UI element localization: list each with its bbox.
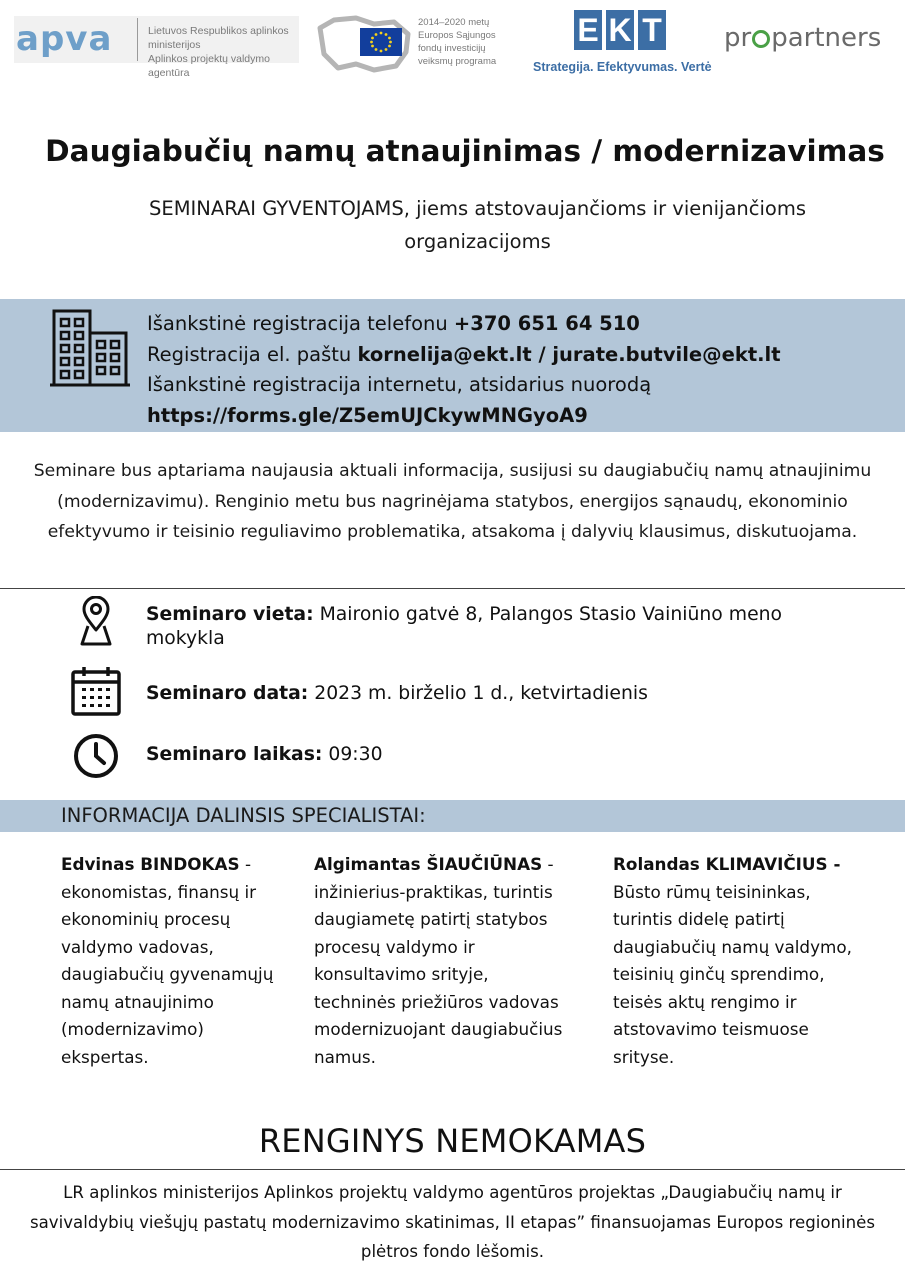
specialists-heading: INFORMACIJA DALINSIS SPECIALISTAI: bbox=[61, 804, 426, 827]
seminar-date: Seminaro data: 2023 m. birželio 1 d., ketvirtadienis bbox=[146, 683, 648, 704]
specialist-description: - inžinierius-praktikas, turintis daugiametę patirtį statybos procesų valdymo ir konsultavimo srityje, techninės priežiūros vadovas modernizuojant daugiabučius namus. bbox=[314, 854, 563, 1067]
registration-emails[interactable]: kornelija@ekt.lt / jurate.butvile@ekt.lt bbox=[357, 342, 781, 366]
intro-paragraph: Seminare bus aptariama naujausia aktuali informacija, susijusi su daugiabučių namų atnaujinimu (modernizavimu). Renginio metu bus nagrinėjama statybos, energijos sąnaudų, ekonominio efektyvumo ir teisinio reguliavimo problematika, atsakoma į dalyvių klausimus, diskutuojama. bbox=[33, 461, 872, 542]
ekt-letter-t: T bbox=[638, 10, 666, 50]
specialists-band bbox=[0, 800, 905, 832]
divider bbox=[0, 588, 905, 589]
eu-funds-logo bbox=[316, 14, 506, 74]
page-subtitle: SEMINARAI GYVENTOJAMS, jiems atstovaujančioms ir vienijančioms organizacijoms bbox=[149, 197, 806, 253]
registration-email-line: Registracija el. paštu kornelija@ekt.lt / jurate.butvile@ekt.lt bbox=[147, 342, 781, 366]
propartners-logo: pr partners bbox=[724, 23, 882, 53]
specialist-name: Algimantas ŠIAUČIŪNAS bbox=[314, 854, 543, 874]
ekt-letter-k: K bbox=[606, 10, 634, 50]
eu-programme-text: 2014–2020 metų Europos Sąjungos fondų investicijų veiksmų programa bbox=[418, 17, 497, 67]
registration-info bbox=[147, 309, 781, 431]
page-title: Daugiabučių namų atnaujinimas / modernizavimas bbox=[45, 134, 885, 168]
propartners-leaf-icon bbox=[752, 30, 770, 48]
specialist-name: Edvinas BINDOKAS bbox=[61, 854, 240, 874]
clock-icon bbox=[72, 732, 120, 780]
calendar-icon bbox=[70, 665, 122, 717]
location-pin-icon bbox=[78, 596, 114, 648]
registration-web-link[interactable]: https://forms.gle/Z5emUJCkywMNGyoA9 bbox=[147, 403, 588, 427]
ekt-tagline: Strategija. Efektyvumas. Vertė bbox=[533, 60, 712, 74]
specialist-description: - ekonomistas, finansų ir ekonominių procesų valdymo vadovas, daugiabučių gyvenamųjų namų atnaujinimo (modernizavimo) ekspertas. bbox=[61, 854, 274, 1067]
lithuania-map-eu-flag-icon bbox=[316, 14, 416, 74]
apva-wordmark: apva bbox=[16, 19, 113, 59]
specialist-name: Rolandas KLIMAVIČIUS - bbox=[613, 854, 841, 874]
ekt-letter-e: E bbox=[574, 10, 602, 50]
seminar-place: Seminaro vieta: Maironio gatvė 8, Palangos Stasio Vainiūno meno mokykla bbox=[146, 604, 783, 649]
footer-divider bbox=[0, 1169, 905, 1170]
registration-web-label: Išankstinė registracija internetu, atsidarius nuorodą bbox=[147, 373, 652, 396]
specialist-card bbox=[613, 851, 858, 1071]
apva-agency-name: Lietuvos Respublikos aplinkos ministerijos Aplinkos projektų valdymo agentūra bbox=[148, 25, 289, 79]
specialist-description: Būsto rūmų teisininkas, turintis didelę patirtį daugiabučių namų valdymo, teisinių ginčų sprendimo, teisės aktų rengimo ir atstovavimo teismuose srityse. bbox=[613, 881, 852, 1067]
apva-logo bbox=[14, 16, 299, 79]
ekt-logo bbox=[532, 10, 712, 78]
registration-band bbox=[0, 299, 905, 432]
funding-note: LR aplinkos ministerijos Aplinkos projektų valdymo agentūros projektas „Daugiabučių namų ir savivaldybių viešųjų pastatų modernizavimo skatinimas, II etapas” finansuojamas Europos regioninės plėtros fondo lėšomis. bbox=[29, 1183, 876, 1261]
apva-divider bbox=[137, 18, 138, 61]
registration-phone-line: Išankstinė registracija telefonu +370 651 64 510 bbox=[147, 312, 640, 335]
buildings-icon bbox=[50, 309, 130, 389]
specialist-card bbox=[61, 851, 276, 1071]
registration-phone[interactable]: +370 651 64 510 bbox=[453, 312, 640, 335]
specialist-card bbox=[314, 851, 572, 1071]
free-event-banner: RENGINYS NEMOKAMAS bbox=[258, 1122, 647, 1160]
seminar-time: Seminaro laikas: 09:30 bbox=[146, 744, 383, 765]
